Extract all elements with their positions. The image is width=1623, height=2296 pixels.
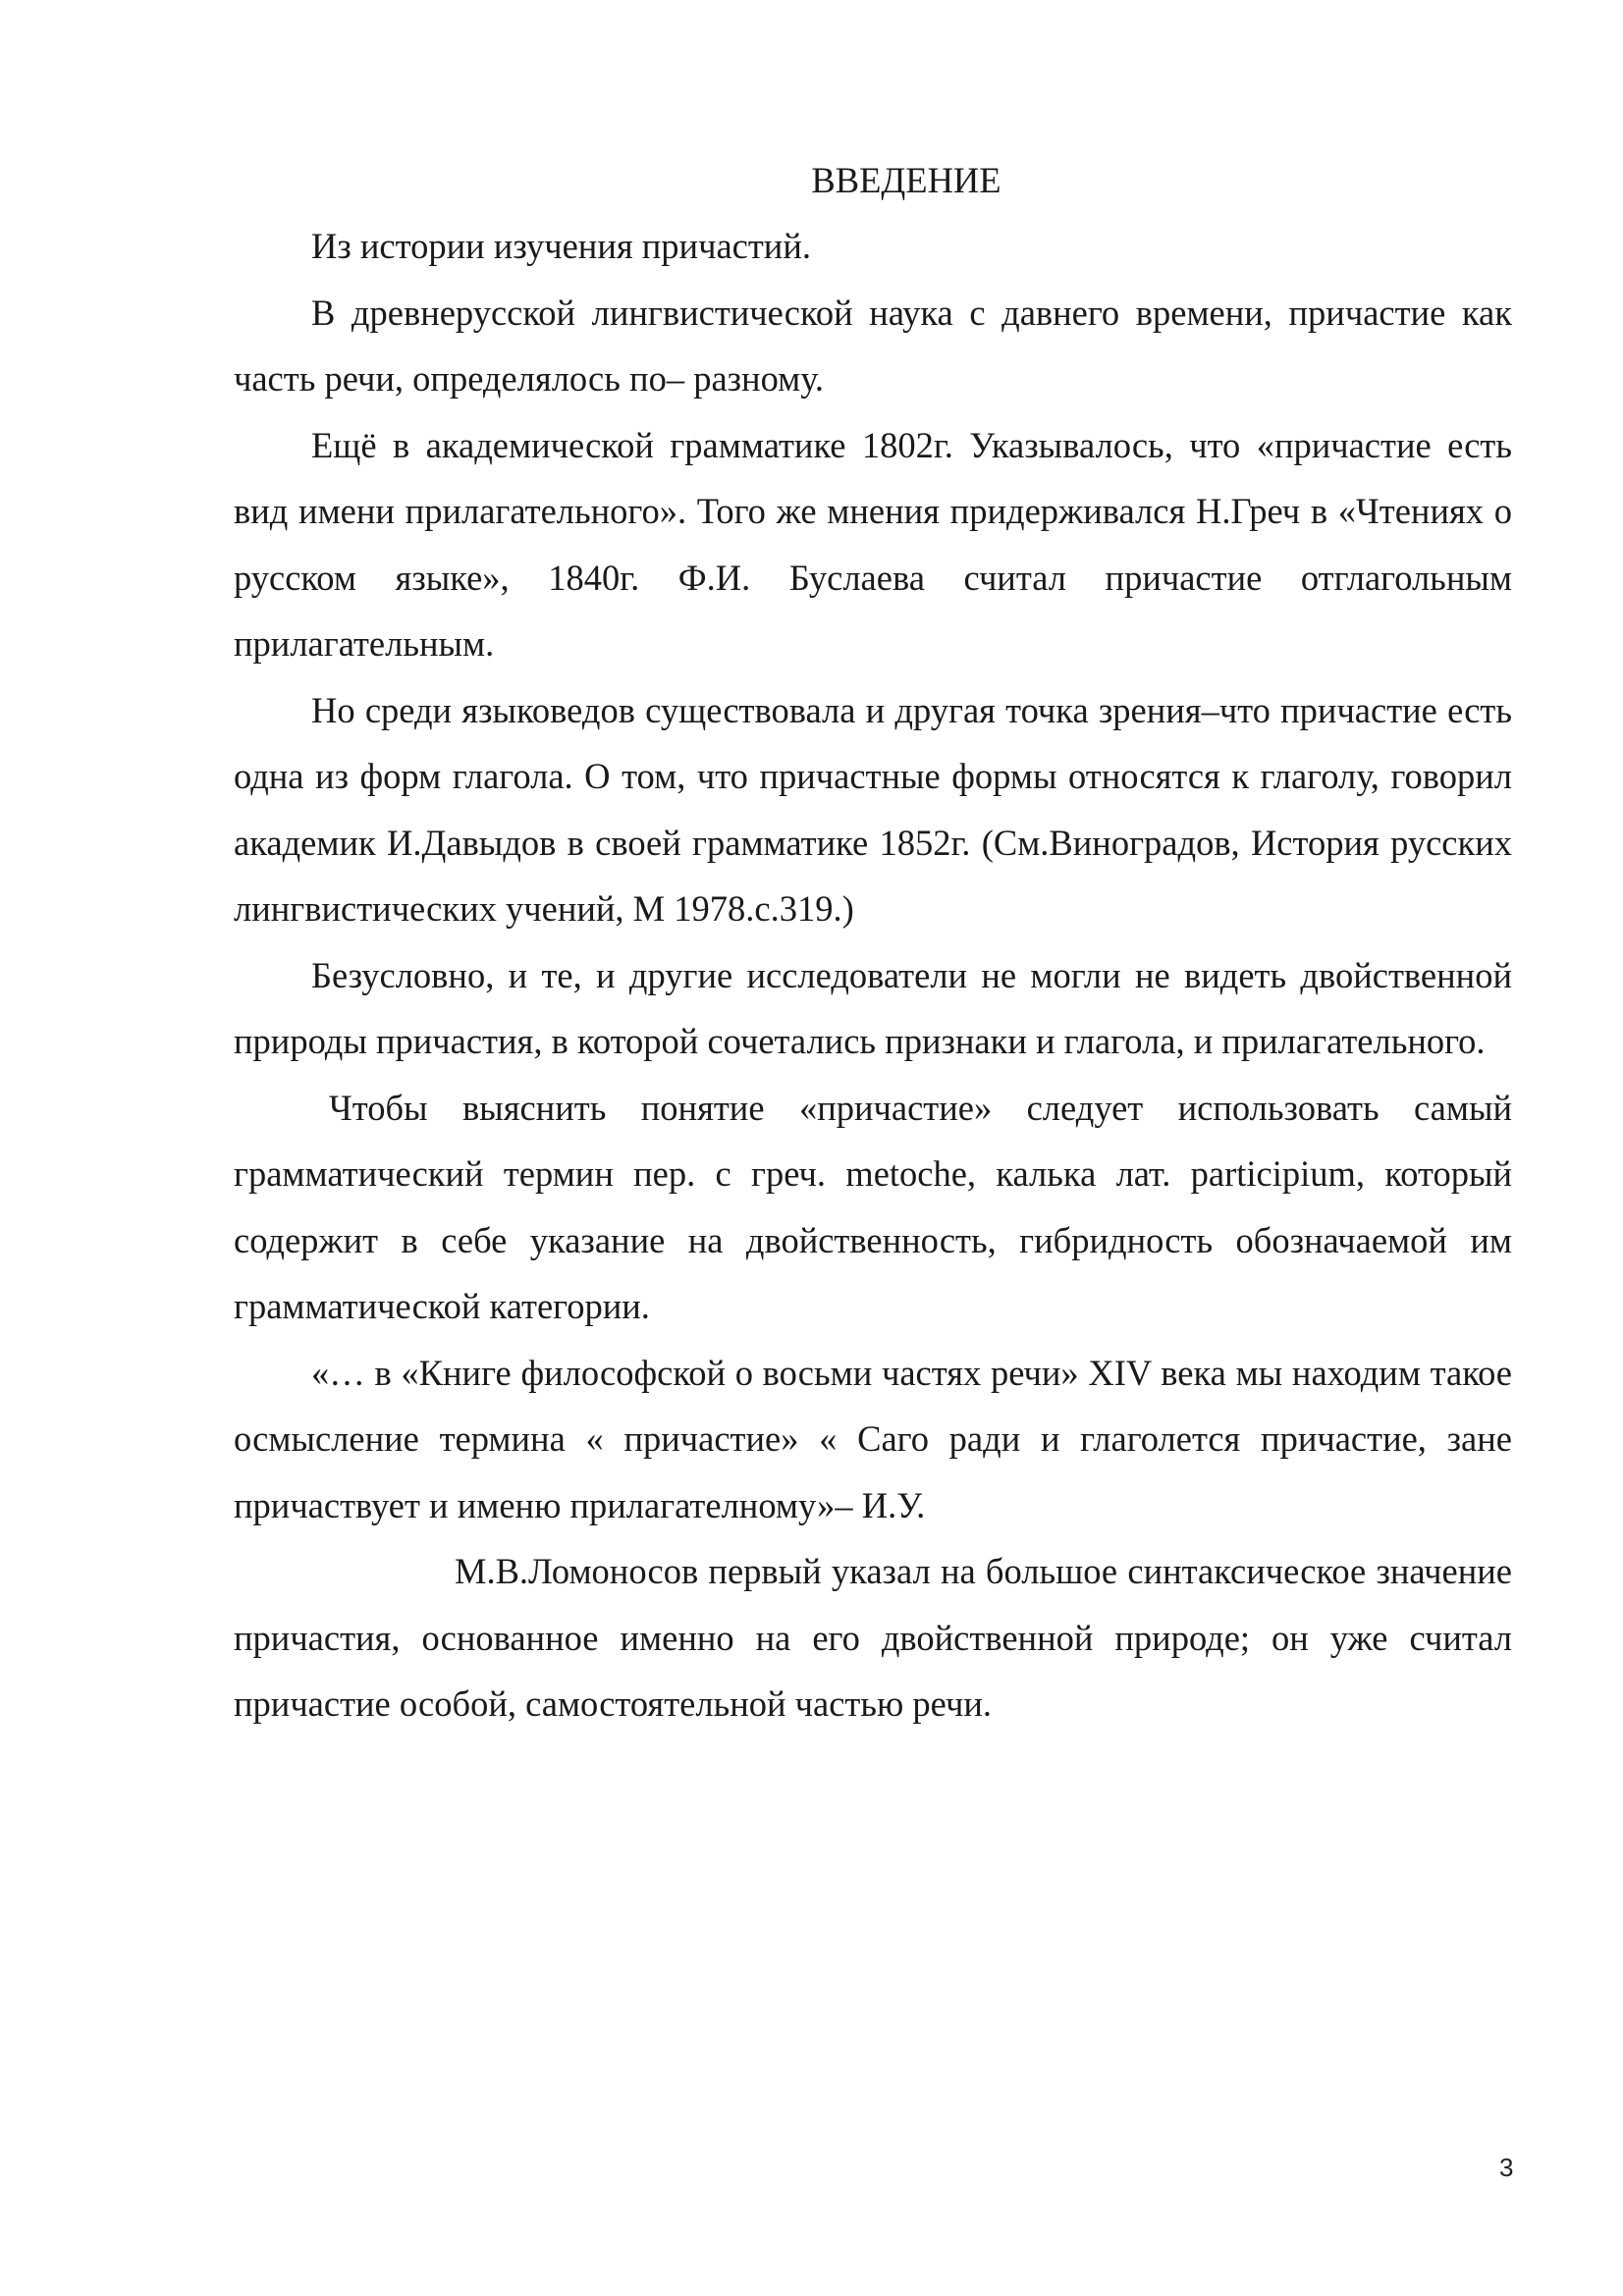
- paragraph: М.В.Ломоносов первый указал на большое синтаксическое значение причастия, основанное именно на его двойственной природе; он уже считал причастие особой, самостоятельной частью речи.: [234, 1551, 1512, 1724]
- document-body: [234, 147, 1512, 1737]
- page-number: 3: [1499, 2153, 1514, 2182]
- paragraph: Безусловно, и те, и другие исследователи не могли не видеть двойственной природы причастия, в которой сочетались признаки и глагола, и прилагательного.: [234, 954, 1512, 1061]
- paragraph-subtitle: Из истории изучения причастий.: [311, 226, 811, 266]
- paragraph: В древнерусской лингвистической наука с давнего времени, причастие как часть речи, определялось по– разному.: [234, 292, 1512, 399]
- paragraph: Но среди языковедов существовала и другая точка зрения–что причастие есть одна из форм глагола. О том, что причастные формы относятся к глаголу, говорил академик И.Давыдов в своей грамматике 1852г. (См.Виноградов, История русских лингвистических учений, М 1978.с.319.): [234, 689, 1512, 929]
- page-title: ВВЕДЕНИЕ: [811, 160, 1001, 200]
- paragraph: Ещё в академической грамматике 1802г. Указывалось, что «причастие есть вид имени прилагательного». Того же мнения придерживался Н.Греч в «Чтениях о русском языке», 1840г. Ф.И. Буслаева считал причастие отглагольным прилагательным.: [234, 424, 1512, 664]
- paragraph: «… в «Книге философской о восьми частях речи» XIV века мы находим такое осмысление термина « причастие» « Саго ради и глаголется причастие, зане причаствует и именю прилагателному»– И.У.: [234, 1352, 1512, 1525]
- paragraph: Чтобы выяснить понятие «причастие» следует использовать самый грамматический термин пер. с греч. metoche, калька лат. participium, который содержит в себе указание на двойственность, гибридность обозначаемой им грамматической категории.: [234, 1087, 1512, 1326]
